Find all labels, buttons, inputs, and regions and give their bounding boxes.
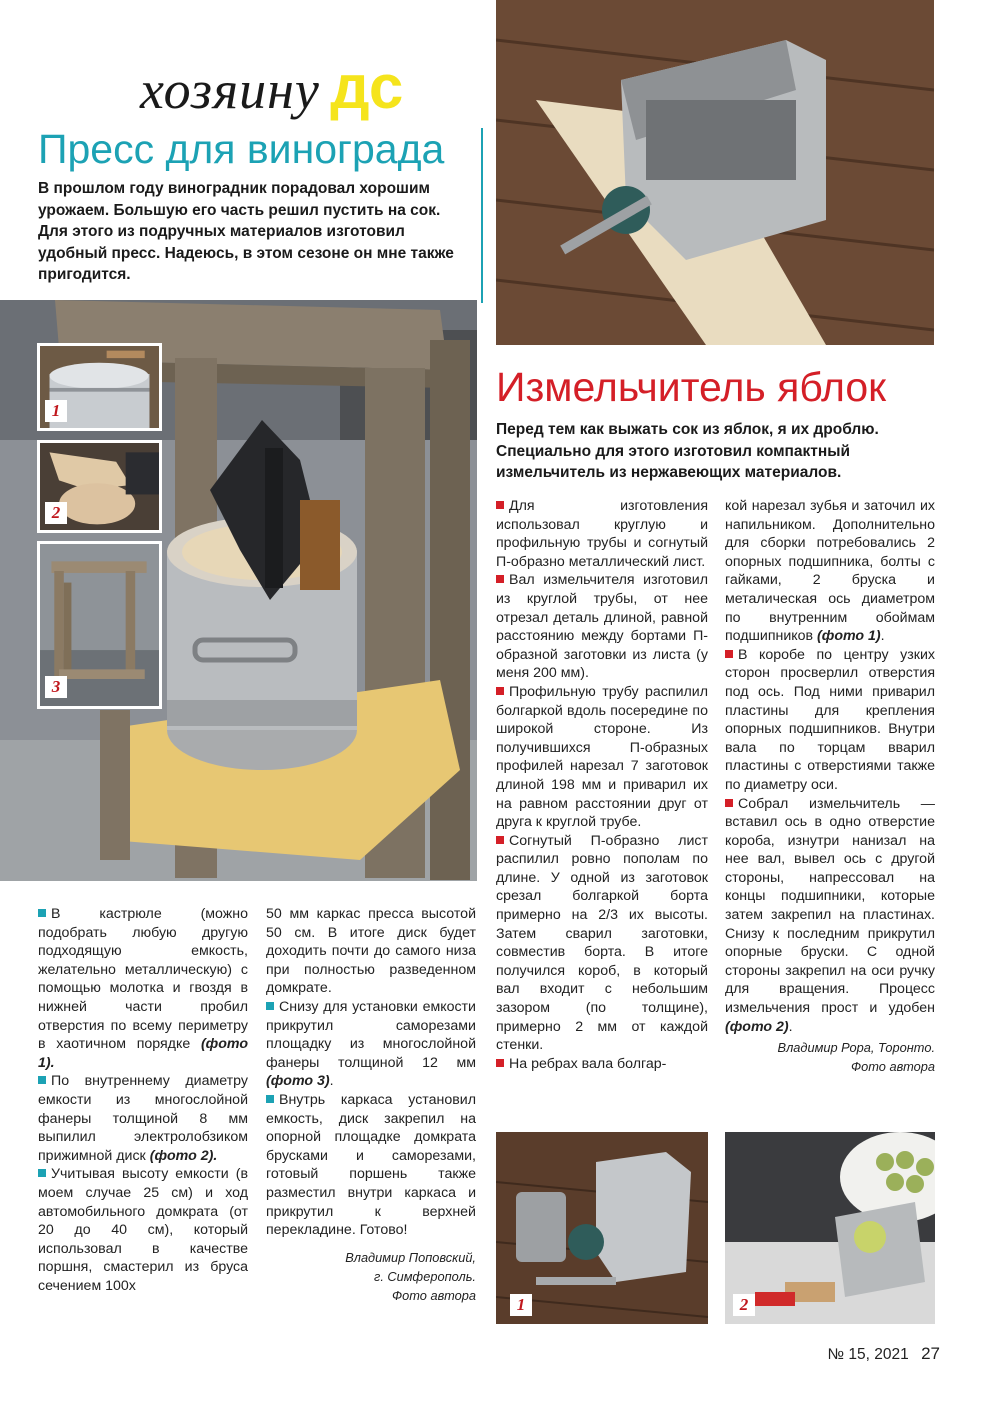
article2-photo-credit: Фото автора	[851, 1059, 935, 1075]
photo-ref: (фото 1)	[817, 628, 881, 645]
photo-ref: (фото 2).	[149, 1147, 218, 1164]
section-accent: дс	[330, 53, 404, 122]
article2-col1-p4: Согнутый П-образно лист распилил ровно пополам по длине. У одной из заготовок срезал болгаркой борта примерно на 2/3 их высоты. Затем сварил заготовки, совместив борта. В итоге получился короб, в который вал входит с небольшим зазором (по толщине), примерно 2 мм от каждой стенки.	[496, 832, 708, 1054]
article2-title: Измельчитель яблок	[496, 364, 887, 410]
article2-col2	[725, 497, 935, 1076]
inset-photo-2	[37, 440, 162, 533]
bullet-square	[38, 1169, 46, 1177]
inset-photo-1	[37, 343, 162, 431]
article1-col2	[266, 905, 476, 1305]
article2-lead: Перед тем как выжать сок из яблок, я их дроблю. Специально для этого изготовил компактный измельчитель из нержавеющих материалов.	[496, 421, 879, 481]
bullet-square	[496, 575, 504, 583]
article1-lead: В прошлом году виноградник порадовал хорошим урожаем. Большую его часть решил пустить на сок. Для этого из подручных материалов изготовил удобный пресс. Надеюсь, в этом сезоне он мне также пригодится.	[38, 180, 454, 283]
issue-number: № 15, 2021	[827, 1346, 909, 1363]
bullet-square	[38, 909, 46, 917]
bullet-square	[496, 501, 504, 509]
bullet-square	[496, 836, 504, 844]
photo-ref: (фото 3)	[266, 1073, 330, 1090]
punct: .	[788, 1018, 793, 1035]
shredder-badge-1: 1	[510, 1294, 532, 1316]
article1-photo-credit: Фото автора	[392, 1287, 476, 1303]
shredder-main-photo	[496, 0, 934, 345]
bullet-square	[496, 1059, 504, 1067]
bullet-square	[725, 650, 733, 658]
section-label	[140, 52, 500, 122]
article2-col2-p3: Собрал измельчитель — вставил ось в одно отверстие короба, изнутри нанизал на нее вал, вывел ось с другой стороны, напрессовал на концы подшипники, которые затем закрепил на пластинах. Снизу к последним прикрутил опорные бруски. С одной стороны закрепил на оси ручку для вращения. Процесс измельчения прост и удобен	[725, 795, 935, 1017]
article1-col1-p2: По внутреннему диаметру емкости из многослойной фанеры толщиной 8 мм выпилил электролобзиком прижимной диск	[38, 1073, 248, 1164]
punct: .	[880, 628, 885, 645]
bullet-square	[266, 1095, 274, 1103]
bullet-square	[496, 687, 504, 695]
photo-ref: (фото 2)	[725, 1018, 789, 1035]
article2-col1-p5: На ребрах вала болгар-	[509, 1055, 667, 1072]
inset-photo-3	[37, 541, 162, 709]
article2-col2-p1: кой нарезал зубья и заточил их напильником. Дополнительно для сборки потребовались 2 опорных подшипника, болты с гайками, 2 бруска и металическая ось диаметром по внутренним обоймам подшипников	[725, 498, 935, 645]
inset-badge-2: 2	[45, 502, 67, 524]
article2-col1-p3: Профильную трубу распилил болгаркой вдоль посередине по широкой стороне. Из получившихся П-образных профилей нарезал 7 заготовок длиной 198 мм и приварил их на равном расстоянии друг от друга к круглой трубе.	[496, 683, 708, 831]
shredder-photo-1	[496, 1132, 708, 1324]
shredder-badge-2: 2	[733, 1294, 755, 1316]
page-footer	[780, 1344, 940, 1364]
article1-col1-p1: В кастрюле (можно подобрать любую другую подходящую емкость, желательно металлическую) с помощью молотка и гвоздя в нижней части пробил отверстия по всему периметру в хаотичном порядке	[38, 906, 248, 1053]
photo-ref: (фото 1).	[38, 1036, 248, 1071]
article1-col1	[38, 905, 248, 1295]
section-word: хозяину	[140, 60, 320, 120]
article2-col1-p2: Вал измельчителя изготовил из круглой трубы, от нее отрезал деталь длиной, равной расстоянию между бортами П-образной заготовки из листа (у меня 200 мм).	[496, 572, 708, 682]
article1-city: г. Симферополь.	[374, 1268, 476, 1284]
article1-author: Владимир Поповский,	[345, 1249, 476, 1265]
article1-col2-p2: Снизу для установки емкости прикрутил саморезами площадку из многослойной фанеры толщиной 12 мм	[266, 998, 476, 1071]
page-number: 27	[921, 1344, 940, 1363]
article2-col1-p1: Для изготовления использовал круглую и профильную трубы и согнутый П-образно металлический лист.	[496, 498, 708, 570]
bullet-square	[725, 799, 733, 807]
article1-col2-p1: 50 мм каркас пресса высотой 50 см. В итоге диск будет доходить почти до самого низа при полностью разведенном домкрате.	[266, 906, 476, 997]
article1-col1-p3: Учитывая высоту емкости (в моем случае 25 см) и ход автомобильного домкрата (от 20 до 40 см), который использовал в качестве поршня, смастерил из бруса сечением 100х	[38, 1166, 248, 1294]
article2-author: Владимир Рора, Торонто.	[777, 1040, 935, 1056]
bullet-square	[266, 1002, 274, 1010]
punct: .	[329, 1073, 334, 1090]
inset-badge-1: 1	[45, 400, 67, 422]
article2-col2-p2: В коробе по центру узких сторон просверлил отверстия под ось. Под ними приварил пластины для крепления опорных подшипников. Внутри вала по торцам вварил пластины с отверстиями также по диаметру оси.	[725, 646, 935, 793]
article1-title: Пресс для винограда	[38, 126, 445, 172]
shredder-photo-2	[725, 1132, 935, 1324]
inset-badge-3: 3	[45, 676, 67, 698]
article2-col1	[496, 497, 708, 1073]
article1-col2-p3: Внутрь каркаса установил емкость, диск закрепил на опорной площадке домкрата брусками и саморезами, готовый поршень также разместил внутри каркаса и прикрутил к верхней перекладине. Готово!	[266, 1091, 476, 1239]
bullet-square	[38, 1076, 46, 1084]
